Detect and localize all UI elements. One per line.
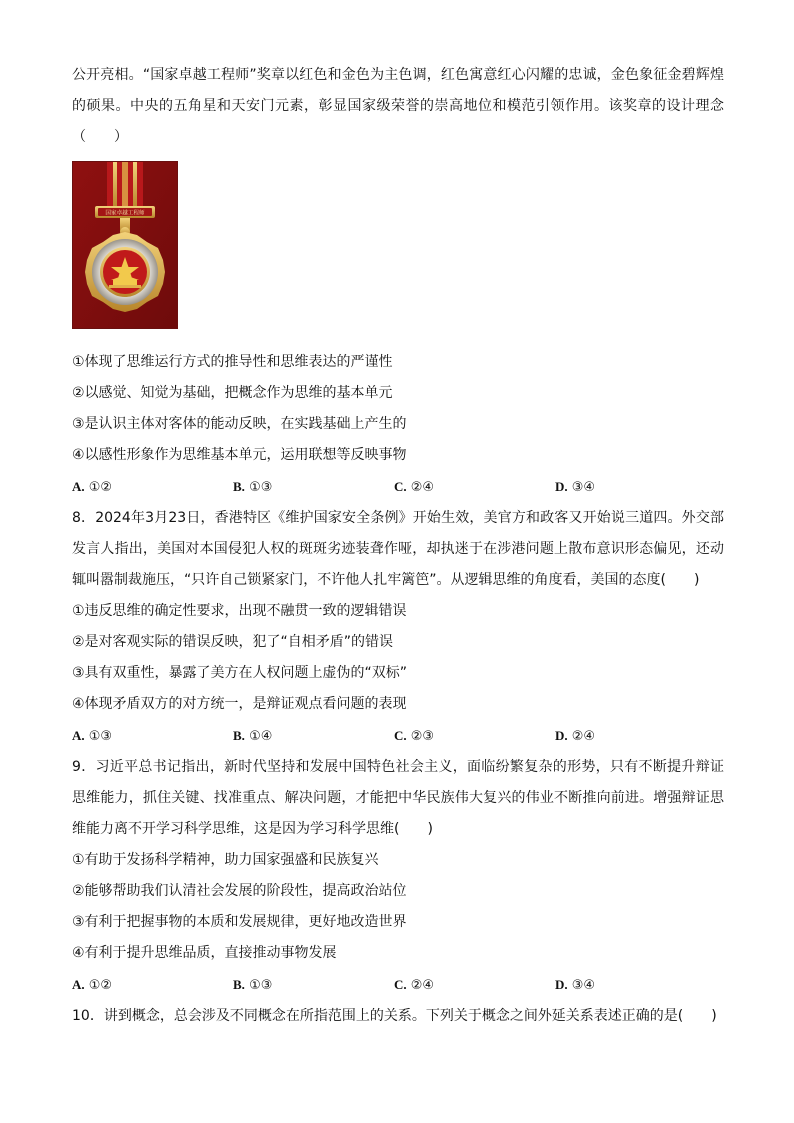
q8-item-2: ②是对客观实际的错误反映，犯了“自相矛盾”的错误	[72, 634, 394, 650]
q7-item-2: ②以感觉、知觉为基础，把概念作为思维的基本单元	[72, 385, 393, 401]
q9-option-c[interactable]: C. ②④	[394, 977, 435, 993]
q9-stem: 9．习近平总书记指出，新时代坚持和发展中国特色社会主义，面临纷繁复杂的形势，只有不断提升辩证思维能力，抓住关键、找准重点、解决问题，才能把中华民族伟大复兴的伟业不断推向前进。增强辩证思维能力离不开学习科学思维，这是因为学习科学思维( )	[72, 759, 724, 837]
q8-item-1: ①违反思维的确定性要求，出现不融贯一致的逻辑错误	[72, 603, 407, 619]
q7-stem: 公开亮相。“国家卓越工程师”奖章以红色和金色为主色调，红色寓意红心闪耀的忠诚，金色象征金碧辉煌的硕果。中央的五角星和天安门元素，彰显国家级荣誉的崇高地位和模范引领作用。该奖章的设计理念（ ）	[72, 67, 724, 145]
q8-item-4: ④体现矛盾双方的对方统一，是辩证观点看问题的表现	[72, 696, 407, 712]
q7-option-b[interactable]: B. ①③	[233, 479, 273, 495]
q9-option-b[interactable]: B. ①③	[233, 977, 273, 993]
q9-option-a[interactable]: A. ①②	[72, 977, 113, 993]
q8-option-d[interactable]: D. ②④	[555, 728, 596, 744]
q9-option-d[interactable]: D. ③④	[555, 977, 596, 993]
q7-item-4: ④以感性形象作为思维基本单元，运用联想等反映事物	[72, 447, 407, 463]
q10-stem: 10．讲到概念，总会涉及不同概念在所指范围上的关系。下列关于概念之间外延关系表述正确的是( )	[72, 1008, 717, 1024]
q7-option-d[interactable]: D. ③④	[555, 479, 596, 495]
q7-options	[72, 471, 724, 503]
q8-options	[72, 720, 724, 752]
q9-options	[72, 969, 724, 1001]
q9-item-1: ①有助于发扬科学精神，助力国家强盛和民族复兴	[72, 852, 379, 868]
q7-item-1: ①体现了思维运行方式的推导性和思维表达的严谨性	[72, 354, 393, 370]
q8-option-a[interactable]: A. ①③	[72, 728, 113, 744]
q9-item-2: ②能够帮助我们认清社会发展的阶段性，提高政治站位	[72, 883, 407, 899]
exam-page	[72, 60, 724, 1032]
q8-option-c[interactable]: C. ②③	[394, 728, 435, 744]
q9-item-3: ③有利于把握事物的本质和发展规律，更好地改造世界	[72, 914, 407, 930]
q7-option-c[interactable]: C. ②④	[394, 479, 435, 495]
q8-option-b[interactable]: B. ①④	[233, 728, 273, 744]
q8-stem: 8．2024年3月23日，香港特区《维护国家安全条例》开始生效，美官方和政客又开始说三道四。外交部发言人指出，美国对本国侵犯人权的斑斑劣迹装聋作哑，却执迷于在涉港问题上散布意识形态偏见，还动辄叫嚣制裁施压，“只许自己锁紧家门，不许他人扎牢篱笆”。从逻辑思维的角度看，美国的态度( )	[72, 510, 724, 588]
q9-item-4: ④有利于提升思维品质，直接推动事物发展	[72, 945, 337, 961]
q7-item-3: ③是认识主体对客体的能动反映，在实践基础上产生的	[72, 416, 407, 432]
q8-item-3: ③具有双重性，暴露了美方在人权问题上虚伪的“双标”	[72, 665, 408, 681]
medal-title: 国家卓越工程师	[105, 210, 145, 217]
q7-option-a[interactable]: A. ①②	[72, 479, 113, 495]
medal-image	[72, 161, 178, 329]
